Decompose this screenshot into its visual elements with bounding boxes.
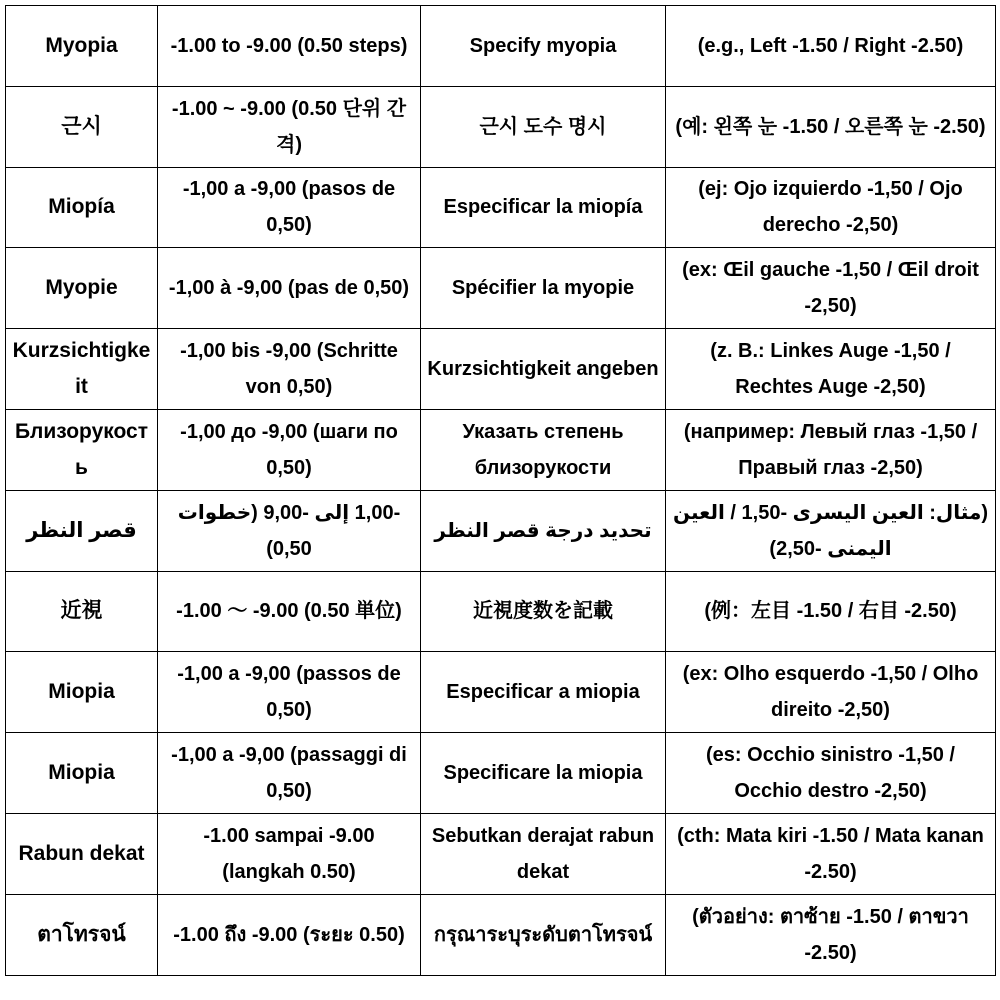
table-row <box>6 571 996 652</box>
example-cell: (например: Левый глаз -1,50 / Правый глаз -2,50) <box>666 409 996 490</box>
range-cell: -1,00 a -9,00 (passos de 0,50) <box>158 652 421 733</box>
action-cell: Specify myopia <box>421 6 666 87</box>
table-row <box>6 652 996 733</box>
term-cell: Rabun dekat <box>6 813 158 894</box>
action-cell: تحديد درجة قصر النظر <box>421 490 666 571</box>
range-cell: -1,00 a -9,00 (pasos de 0,50) <box>158 167 421 248</box>
range-cell: -1,00 bis -9,00 (Schritte von 0,50) <box>158 329 421 410</box>
example-cell: (e.g., Left -1.50 / Right -2.50) <box>666 6 996 87</box>
range-cell: -1.00 to -9.00 (0.50 steps) <box>158 6 421 87</box>
action-cell: Specificare la miopia <box>421 733 666 814</box>
term-cell: 近視 <box>6 571 158 652</box>
term-cell: Kurzsichtigkeit <box>6 329 158 410</box>
range-cell: -1.00 ～ -9.00 (0.50 単位) <box>158 571 421 652</box>
range-cell: -1,00 إلى -9,00 (خطوات 0,50) <box>158 490 421 571</box>
myopia-translation-table <box>5 5 996 976</box>
example-cell: (ex: Œil gauche -1,50 / Œil droit -2,50) <box>666 248 996 329</box>
table-row <box>6 490 996 571</box>
action-cell: 근시 도수 명시 <box>421 86 666 167</box>
range-cell: -1.00 ~ -9.00 (0.50 단위 간격) <box>158 86 421 167</box>
example-cell: (z. B.: Linkes Auge -1,50 / Rechtes Auge -2,50) <box>666 329 996 410</box>
table-row <box>6 894 996 975</box>
action-cell: Especificar la miopía <box>421 167 666 248</box>
term-cell: Miopía <box>6 167 158 248</box>
table-row <box>6 329 996 410</box>
term-cell: قصر النظر <box>6 490 158 571</box>
range-cell: -1,00 à -9,00 (pas de 0,50) <box>158 248 421 329</box>
example-cell: (例：左目 -1.50 / 右目 -2.50) <box>666 571 996 652</box>
table-row <box>6 86 996 167</box>
table-row <box>6 813 996 894</box>
myopia-translation-table-container <box>5 5 995 975</box>
term-cell: Близорукость <box>6 409 158 490</box>
example-cell: (cth: Mata kiri -1.50 / Mata kanan -2.50) <box>666 813 996 894</box>
action-cell: Spécifier la myopie <box>421 248 666 329</box>
table-row <box>6 167 996 248</box>
example-cell: (예: 왼쪽 눈 -1.50 / 오른쪽 눈 -2.50) <box>666 86 996 167</box>
table-row <box>6 248 996 329</box>
example-cell: (ej: Ojo izquierdo -1,50 / Ojo derecho -2,50) <box>666 167 996 248</box>
table-row <box>6 409 996 490</box>
example-cell: (es: Occhio sinistro -1,50 / Occhio destro -2,50) <box>666 733 996 814</box>
example-cell: (ex: Olho esquerdo -1,50 / Olho direito -2,50) <box>666 652 996 733</box>
action-cell: Especificar a miopia <box>421 652 666 733</box>
term-cell: Miopia <box>6 733 158 814</box>
action-cell: กรุณาระบุระดับตาโทรจน์ <box>421 894 666 975</box>
table-row <box>6 733 996 814</box>
term-cell: Myopie <box>6 248 158 329</box>
action-cell: Указать степень близорукости <box>421 409 666 490</box>
range-cell: -1,00 до -9,00 (шаги по 0,50) <box>158 409 421 490</box>
range-cell: -1.00 ถึง -9.00 (ระยะ 0.50) <box>158 894 421 975</box>
action-cell: Sebutkan derajat rabun dekat <box>421 813 666 894</box>
term-cell: Miopia <box>6 652 158 733</box>
range-cell: -1.00 sampai -9.00 (langkah 0.50) <box>158 813 421 894</box>
example-cell: (ตัวอย่าง: ตาซ้าย -1.50 / ตาขวา -2.50) <box>666 894 996 975</box>
example-cell: (مثال: العين اليسرى -1,50 / العين اليمنى -2,50) <box>666 490 996 571</box>
table-row <box>6 6 996 87</box>
term-cell: ตาโทรจน์ <box>6 894 158 975</box>
action-cell: Kurzsichtigkeit angeben <box>421 329 666 410</box>
action-cell: 近視度数を記載 <box>421 571 666 652</box>
range-cell: -1,00 a -9,00 (passaggi di 0,50) <box>158 733 421 814</box>
term-cell: 근시 <box>6 86 158 167</box>
term-cell: Myopia <box>6 6 158 87</box>
